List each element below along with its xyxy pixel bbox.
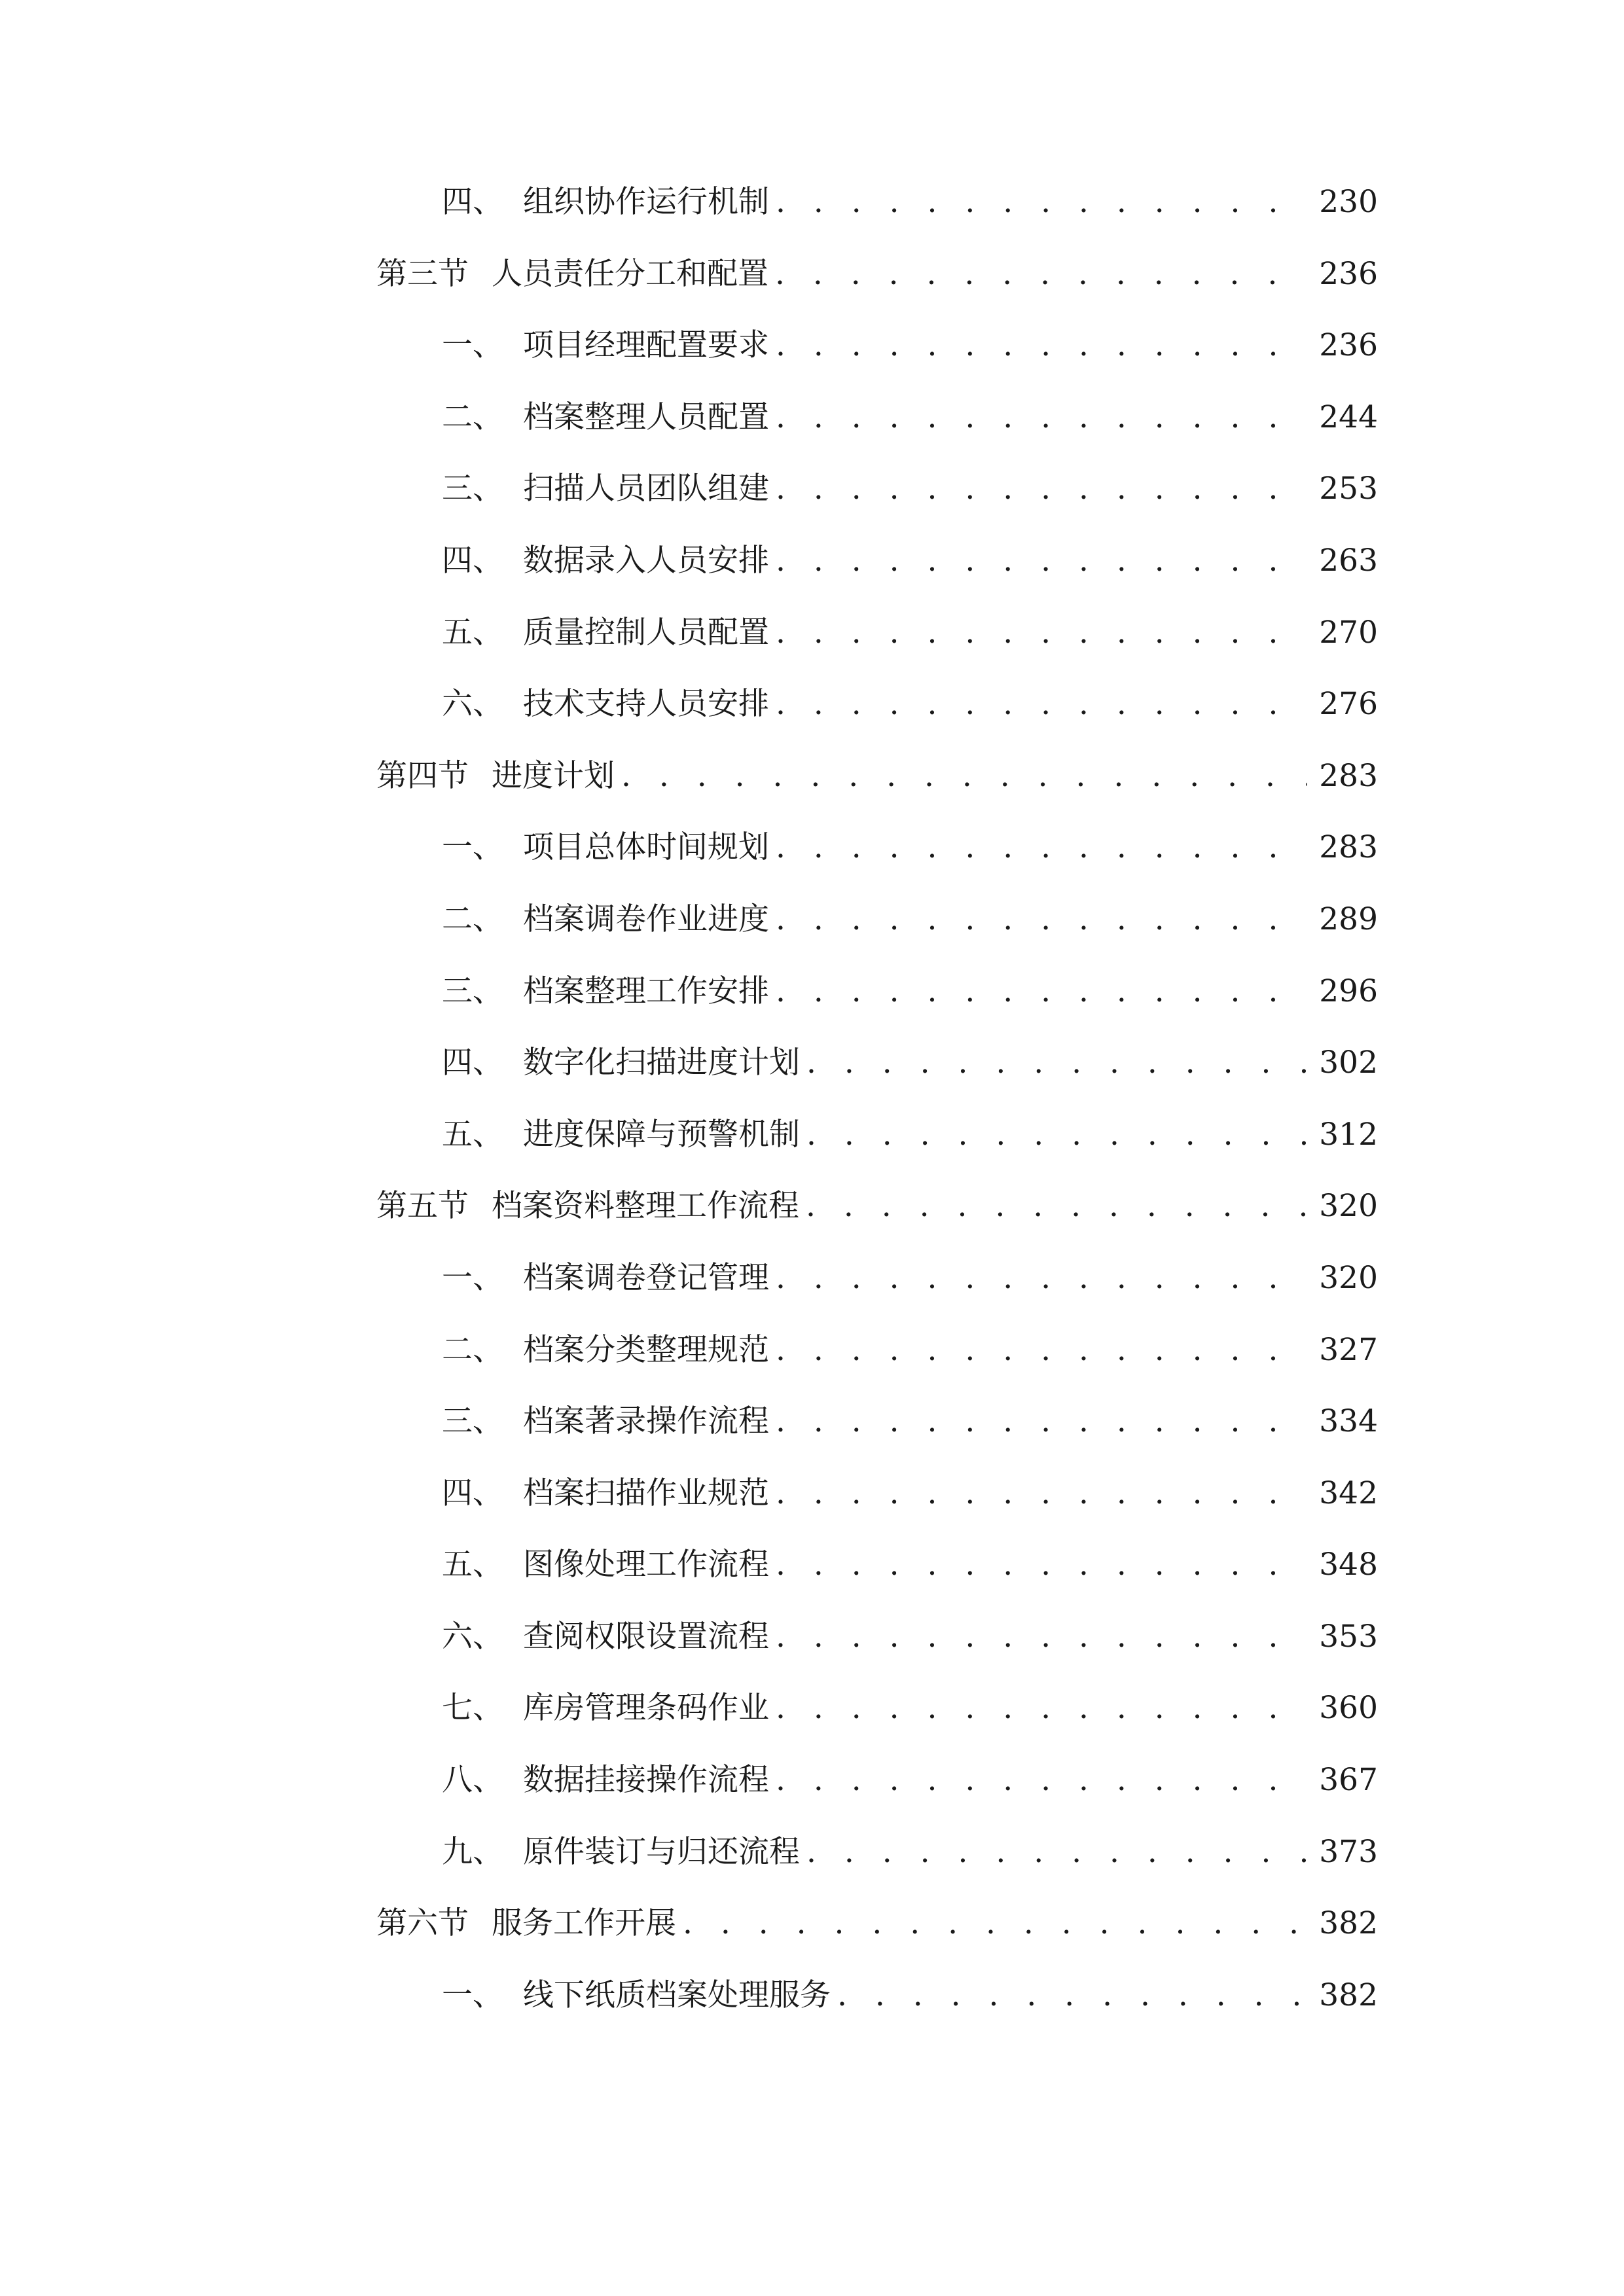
toc-entry-number: 一、 — [442, 327, 503, 364]
toc-dot-leader — [776, 1478, 1307, 1509]
toc-dot-leader — [776, 1263, 1307, 1293]
toc-subsection-entry[interactable] — [376, 473, 1378, 545]
toc-subsection-entry[interactable] — [376, 901, 1378, 976]
toc-entry-title: 项目总体时间规划 — [523, 829, 769, 866]
toc-subsection-entry[interactable] — [376, 542, 1378, 617]
toc-dot-leader — [776, 689, 1307, 719]
toc-entry-title: 原件装订与归还流程 — [523, 1833, 800, 1870]
toc-subsection-entry[interactable] — [376, 1549, 1378, 1621]
toc-subsection-entry[interactable] — [376, 1690, 1378, 1765]
toc-entry-number: 第四节 — [376, 757, 469, 794]
toc-entry-page-number: 263 — [1319, 542, 1378, 579]
toc-dot-leader — [776, 1406, 1307, 1437]
toc-section-entry[interactable] — [376, 1188, 1378, 1263]
toc-subsection-entry[interactable] — [376, 614, 1378, 689]
toc-entry-title: 线下纸质档案处理服务 — [523, 1977, 831, 2013]
toc-subsection-entry[interactable] — [376, 1833, 1378, 1909]
toc-entry-title: 技术支持人员安排 — [523, 686, 769, 723]
toc-section-entry[interactable] — [376, 757, 1378, 833]
toc-entry-title: 数字化扫描进度计划 — [523, 1045, 800, 1081]
toc-dot-leader — [806, 1837, 1307, 1867]
toc-subsection-entry[interactable] — [376, 1762, 1378, 1837]
toc-entry-page-number: 236 — [1319, 255, 1378, 292]
toc-subsection-entry[interactable] — [376, 1259, 1378, 1335]
toc-subsection-entry[interactable] — [376, 829, 1378, 904]
toc-entry-number: 六、 — [442, 686, 503, 723]
toc-dot-leader — [776, 1621, 1307, 1652]
toc-dot-leader — [806, 1119, 1307, 1150]
toc-entry-title: 查阅权限设置流程 — [523, 1618, 769, 1655]
toc-entry-page-number: 320 — [1319, 1188, 1378, 1225]
toc-entry-number: 二、 — [442, 1331, 503, 1368]
toc-entry-page-number: 348 — [1319, 1547, 1378, 1583]
toc-entry-page-number: 327 — [1319, 1331, 1378, 1368]
toc-entry-number: 五、 — [442, 1547, 503, 1583]
toc-entry-page-number: 283 — [1319, 757, 1378, 794]
toc-dot-leader — [776, 545, 1307, 576]
toc-entry-page-number: 270 — [1319, 614, 1378, 651]
toc-entry-title: 数据录入人员安排 — [523, 542, 769, 579]
toc-entry-number: 七、 — [442, 1690, 503, 1727]
toc-dot-leader — [776, 330, 1307, 361]
toc-entry-number: 二、 — [442, 399, 503, 435]
toc-entry-page-number: 353 — [1319, 1618, 1378, 1655]
toc-entry-page-number: 373 — [1319, 1833, 1378, 1870]
toc-subsection-entry[interactable] — [376, 184, 1378, 259]
toc-entry-number: 第三节 — [376, 255, 469, 292]
toc-dot-leader — [776, 473, 1307, 504]
toc-entry-number: 二、 — [442, 901, 503, 937]
toc-dot-leader — [776, 976, 1307, 1007]
toc-entry-title: 档案资料整理工作流程 — [492, 1188, 799, 1225]
toc-entry-title: 服务工作开展 — [492, 1905, 676, 1942]
toc-dot-leader — [806, 1191, 1307, 1221]
toc-subsection-entry[interactable] — [376, 686, 1378, 761]
toc-entry-page-number: 312 — [1319, 1116, 1378, 1153]
toc-entry-page-number: 342 — [1319, 1475, 1378, 1511]
toc-entry-title: 档案调卷登记管理 — [523, 1259, 769, 1296]
toc-entry-number: 第六节 — [376, 1905, 469, 1942]
toc-entry-page-number: 360 — [1319, 1690, 1378, 1727]
toc-entry-number: 第五节 — [376, 1188, 469, 1225]
toc-entry-title: 档案分类整理规范 — [523, 1331, 769, 1368]
toc-entry-number: 四、 — [442, 1475, 503, 1511]
toc-entry-title: 组织协作运行机制 — [523, 184, 769, 220]
toc-entry-number: 四、 — [442, 184, 503, 220]
toc-entry-number: 八、 — [442, 1762, 503, 1799]
toc-subsection-entry[interactable] — [376, 327, 1378, 402]
toc-entry-title: 进度保障与预警机制 — [523, 1116, 800, 1153]
toc-dot-leader — [776, 402, 1307, 433]
toc-entry-number: 三、 — [442, 471, 503, 507]
toc-entry-number: 三、 — [442, 973, 503, 1009]
toc-subsection-entry[interactable] — [376, 1116, 1378, 1191]
toc-subsection-entry[interactable] — [376, 1331, 1378, 1407]
toc-entry-title: 图像处理工作流程 — [523, 1547, 769, 1583]
toc-subsection-entry[interactable] — [376, 1475, 1378, 1550]
toc-dot-leader — [621, 761, 1307, 791]
toc-subsection-entry[interactable] — [376, 399, 1378, 474]
toc-entry-number: 五、 — [442, 1116, 503, 1153]
toc-entry-title: 扫描人员团队组建 — [523, 471, 769, 507]
toc-dot-leader — [776, 904, 1307, 935]
toc-entry-page-number: 296 — [1319, 973, 1378, 1009]
toc-dot-leader — [776, 832, 1307, 863]
toc-subsection-entry[interactable] — [376, 1977, 1378, 2052]
toc-entry-page-number: 253 — [1319, 471, 1378, 507]
toc-entry-number: 九、 — [442, 1833, 503, 1870]
toc-entry-page-number: 283 — [1319, 829, 1378, 866]
toc-entry-title: 库房管理条码作业 — [523, 1690, 769, 1727]
toc-dot-leader — [776, 617, 1307, 648]
toc-dot-leader — [776, 1335, 1307, 1365]
toc-entry-title: 档案整理工作安排 — [523, 973, 769, 1009]
toc-subsection-entry[interactable] — [376, 973, 1378, 1048]
toc-entry-number: 四、 — [442, 1045, 503, 1081]
toc-entry-page-number: 367 — [1319, 1762, 1378, 1799]
toc-entry-number: 五、 — [442, 614, 503, 651]
toc-dot-leader — [837, 1980, 1307, 2011]
toc-entry-title: 档案调卷作业进度 — [523, 901, 769, 937]
toc-entry-page-number: 289 — [1319, 901, 1378, 937]
toc-entry-title: 进度计划 — [492, 757, 615, 794]
toc-entry-title: 人员责任分工和配置 — [492, 255, 768, 292]
toc-entry-number: 一、 — [442, 1259, 503, 1296]
toc-entry-number: 四、 — [442, 542, 503, 579]
toc-subsection-entry[interactable] — [376, 1403, 1378, 1478]
toc-dot-leader — [776, 187, 1307, 217]
toc-entry-page-number: 320 — [1319, 1259, 1378, 1296]
toc-entry-page-number: 236 — [1319, 327, 1378, 364]
toc-entry-page-number: 334 — [1319, 1403, 1378, 1440]
toc-entry-page-number: 276 — [1319, 686, 1378, 723]
toc-dot-leader — [776, 1765, 1307, 1795]
toc-entry-title: 档案整理人员配置 — [523, 399, 769, 435]
toc-entry-title: 项目经理配置要求 — [523, 327, 769, 364]
toc-dot-leader — [806, 1047, 1307, 1078]
toc-section-entry[interactable] — [376, 1905, 1378, 1980]
toc-entry-number: 三、 — [442, 1403, 503, 1440]
toc-subsection-entry[interactable] — [376, 1047, 1378, 1119]
toc-entry-number: 六、 — [442, 1618, 503, 1655]
toc-section-entry[interactable] — [376, 255, 1378, 331]
toc-entry-title: 档案扫描作业规范 — [523, 1475, 769, 1511]
toc-entry-title: 数据挂接操作流程 — [523, 1762, 769, 1799]
toc-entry-page-number: 230 — [1319, 184, 1378, 220]
toc-dot-leader — [776, 1693, 1307, 1723]
toc-dot-leader — [683, 1908, 1307, 1939]
toc-entry-number: 一、 — [442, 1977, 503, 2013]
toc-entry-title: 档案著录操作流程 — [523, 1403, 769, 1440]
toc-entry-page-number: 382 — [1319, 1977, 1378, 2013]
toc-entry-page-number: 382 — [1319, 1905, 1378, 1942]
table-of-contents — [376, 184, 1378, 2051]
toc-entry-number: 一、 — [442, 829, 503, 866]
toc-entry-page-number: 244 — [1319, 399, 1378, 435]
toc-subsection-entry[interactable] — [376, 1618, 1378, 1693]
toc-entry-title: 质量控制人员配置 — [523, 614, 769, 651]
toc-entry-page-number: 302 — [1319, 1045, 1378, 1081]
toc-dot-leader — [775, 259, 1307, 289]
toc-dot-leader — [776, 1549, 1307, 1580]
